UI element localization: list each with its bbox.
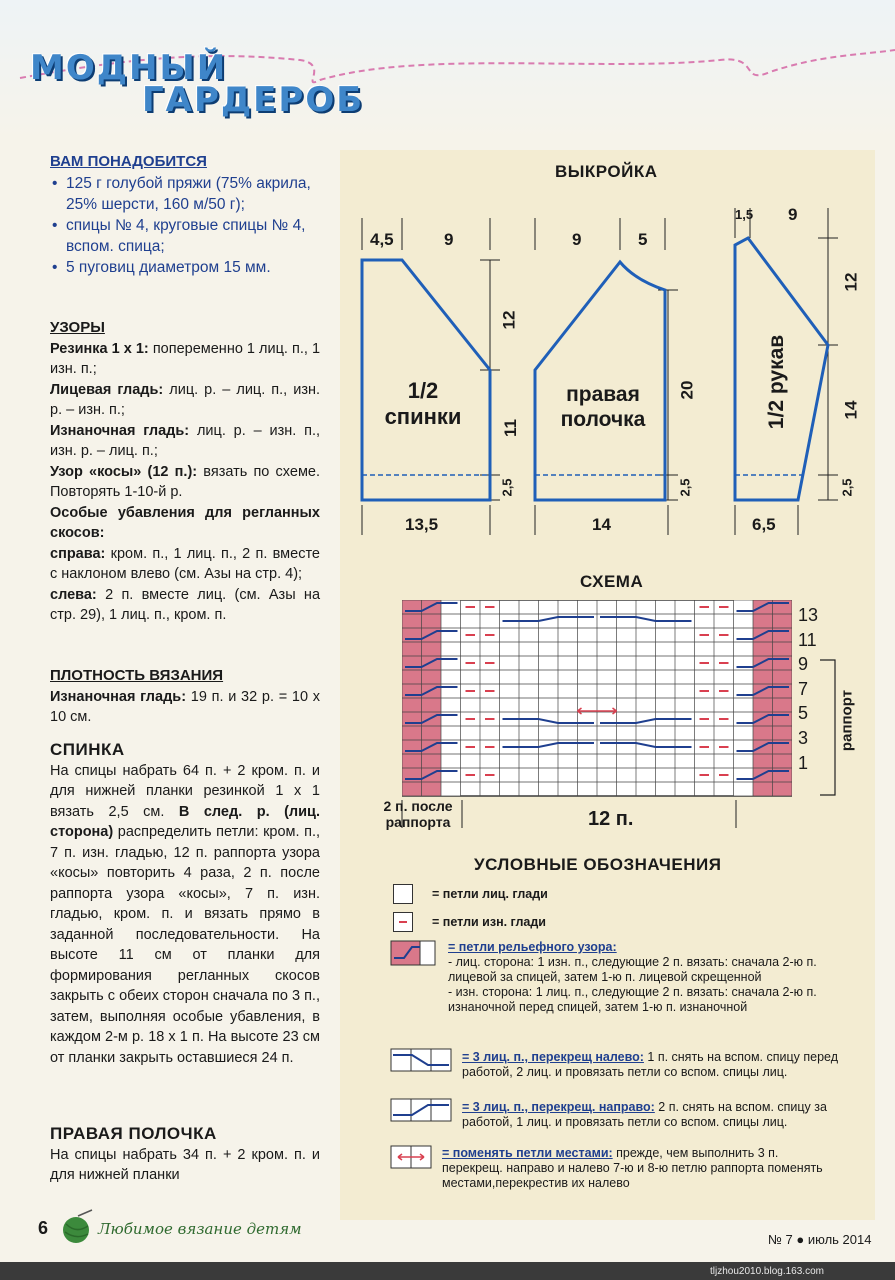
reverse-stockinette-label: Изнаночная гладь: (50, 422, 190, 439)
legend-item-right-cross (462, 1100, 840, 1130)
after-repeat-label-2: раппорта (385, 814, 451, 830)
front-top-right-dim: 5 (638, 230, 648, 249)
legend-item-knit (432, 887, 832, 902)
chart-width-label: 12 п. (588, 808, 634, 830)
gauge-title: ПЛОТНОСТЬ ВЯЗАНИЯ (50, 667, 224, 684)
yarn-ball-icon (58, 1208, 98, 1248)
left-decrease-label: слева: (50, 586, 97, 603)
legend-swap-text: прежде, чем выполнить 3 п. перекрещ. направо и налево 7-ю и 8-ю петлю раппорта поменять местами,перекрестив их налево (442, 1146, 823, 1190)
materials-section (50, 152, 320, 278)
legend-knit-swatch (393, 884, 413, 904)
legend-left-cross-title: = 3 лиц. п., перекрещ налево: (462, 1050, 644, 1064)
back-text-b: распределить петли: кром. п., 7 п. изн. гладью, 12 п. раппорта узора «косы» повторить 4 раза, 2 п. после раппорта узора «косы», 7 п. изн. гладью, кром. п. и вязать прямо в заданной последовательности. На высоте 11 см от планки для формирования регланных скосов закрыть с обеих сторон сначала по 3 п., затем, выполняя особые убавления, в каждом 2-м р. 18 х 1 п. На высоте 23 см от планки закрыть оставшиеся 24 п. (50, 824, 320, 1066)
legend-item-left-cross (462, 1050, 840, 1080)
legend-item-swap (442, 1146, 840, 1191)
front-hem-dim: 2,5 (677, 478, 693, 497)
rib-text: попеременно 1 лиц. п., 1 изн. п.; (50, 340, 321, 377)
right-decrease-text: кром. п., 1 лиц. п., 2 п. вместе с наклоном влево (см. Азы на стр. 4); (50, 545, 320, 582)
back-upper-height-dim: 12 (499, 310, 519, 330)
legend-purl-title: = петли изн. глади (432, 915, 546, 929)
legend-right-cross-title: = 3 лиц. п., перекрещ. направо: (462, 1100, 655, 1114)
back-title: СПИНКА (50, 740, 125, 759)
legend-relief-title: = петли рельефного узора: (448, 940, 617, 954)
sleeve-piece-label: 1/2 рукав (765, 334, 788, 430)
right-front-section (50, 1124, 320, 1186)
materials-item: • 125 г голубой пряжи (75% акрила, 25% шерсти, 160 м/50 г); (50, 173, 320, 215)
issue-info: № 7 ● июль 2014 (768, 1232, 872, 1247)
page-number: 6 (38, 1218, 49, 1238)
right-front-title: ПРАВАЯ ПОЛОЧКА (50, 1124, 217, 1143)
legend-right-cross-text: 2 п. снять на вспом. спицу за работой, 1 лиц. и провязать петли со вспом. спицы лиц. (462, 1100, 827, 1129)
brand-name: Любимое вязание детям (98, 1220, 302, 1238)
chart-row-number: 7 (798, 678, 809, 699)
front-piece-name-2: полочка (560, 408, 646, 431)
legend-swap-title: = поменять петли местами: (442, 1146, 613, 1160)
sleeve-top-right-dim: 9 (788, 205, 798, 224)
legend-swap-swatch (390, 1145, 432, 1169)
gauge-text: 19 п. и 32 р. = 10 х 10 см. (50, 688, 320, 725)
magazine-section-logo-line1: МОДНЫЙ (30, 48, 228, 88)
materials-title: ВАМ ПОНАДОБИТСЯ (50, 153, 207, 170)
patterns-section (50, 318, 320, 626)
back-text-a: На спицы набрать 64 п. + 2 кром. п. и для нижней планки резинкой 1 х 1 вязать 2,5 см. (50, 762, 320, 820)
reverse-stockinette-text: лиц. р. – изн. п., изн. р. – лиц. п.; (50, 422, 321, 459)
back-section (50, 740, 320, 1068)
stockinette-text: лиц. р. – лиц. п., изн. р. – изн. п.; (50, 381, 321, 418)
materials-item: • 5 пуговиц диаметром 15 мм. (50, 257, 320, 278)
gauge-label: Изнаночная гладь: (50, 688, 187, 705)
front-height-dim: 20 (677, 380, 697, 400)
chart-row-number: 9 (798, 654, 809, 675)
front-piece-label (548, 382, 658, 432)
chart-row-number: 1 (798, 752, 809, 773)
legend-item-purl (432, 915, 832, 930)
chart-row-number: 3 (798, 727, 809, 748)
back-hem-dim: 2,5 (499, 478, 515, 497)
front-piece-name-1: правая (566, 383, 640, 406)
chart-title: СХЕМА (580, 572, 644, 591)
back-lower-height-dim: 11 (500, 419, 520, 437)
legend-relief-text: - лиц. сторона: 1 изн. п., следующие 2 п. вязать: сначала 2-ю п. лицевой за спицей, затем 1-ю п. лицевой скрещенной - изн. сторона: 1 лиц. п., следующие 2 п. вязать: сначала 2-ю п. изнаночной перед спицей, затем 1-ю п. изнаночной (448, 955, 817, 1014)
sleeve-top-left-dim: 1,5 (735, 207, 754, 222)
stockinette-label: Лицевая гладь: (50, 381, 164, 398)
after-repeat-label-1: 2 п. после (383, 798, 453, 814)
right-decrease-label: справа: (50, 545, 106, 562)
gauge-section (50, 666, 320, 728)
back-width-dim: 13,5 (405, 515, 439, 534)
back-piece-name: спинки (384, 404, 462, 429)
back-piece-fraction: 1/2 (407, 378, 439, 403)
left-decrease-text: 2 п. вместе лиц. (см. Азы на стр. 29), 1 лиц. п., кром. п. (50, 586, 321, 623)
back-top-right-dim: 9 (444, 230, 454, 249)
decreases-label: Особые убавления для регланных скосов: (50, 504, 320, 541)
schematic-title: ВЫКРОЙКА (555, 162, 658, 181)
materials-item: • спицы № 4, круговые спицы № 4, вспом. спица; (50, 215, 320, 257)
legend-relief-swatch (390, 940, 436, 966)
legend-left-cross-swatch (390, 1048, 452, 1072)
legend-knit-title: = петли лиц. глади (432, 887, 548, 901)
knitting-chart (402, 600, 792, 800)
sleeve-width-dim: 6,5 (752, 515, 776, 534)
rib-label: Резинка 1 х 1: (50, 340, 149, 357)
front-width-dim: 14 (592, 515, 611, 534)
legend-item-relief (448, 940, 828, 1015)
back-piece-label (378, 378, 468, 430)
back-top-left-dim: 4,5 (370, 230, 394, 249)
sleeve-upper-height-dim: 12 (841, 272, 861, 292)
magazine-section-logo-line2: ГАРДЕРОБ (142, 80, 365, 120)
sleeve-lower-height-dim: 14 (841, 400, 861, 420)
legend-left-cross-text: 1 п. снять на вспом. спицу перед работой, 2 лиц. и провязать петли со вспом. спицы лиц. (462, 1050, 839, 1079)
patterns-title: УЗОРЫ (50, 319, 105, 336)
front-top-left-dim: 9 (572, 230, 582, 249)
legend-title: УСЛОВНЫЕ ОБОЗНАЧЕНИЯ (474, 855, 722, 874)
watermark: tljzhou2010.blog.163.com (710, 1266, 824, 1277)
legend-purl-swatch (393, 912, 413, 932)
right-front-text: На спицы набрать 34 п. + 2 кром. п. и для нижней планки (50, 1146, 320, 1183)
back-text-bold: В след. р. (лиц. сторона) (50, 803, 320, 840)
garment-schematic (350, 190, 870, 550)
after-repeat-label (372, 798, 464, 830)
chart-row-number: 11 (798, 629, 817, 650)
chart-row-number: 5 (798, 703, 809, 724)
legend-right-cross-swatch (390, 1098, 452, 1122)
repeat-label: раппорт (838, 689, 856, 752)
chart-row-number: 13 (798, 605, 819, 625)
cables-text: вязать по схеме. Повторять 1-10-й р. (50, 463, 321, 500)
cables-label: Узор «косы» (12 п.): (50, 463, 198, 480)
sleeve-hem-dim: 2,5 (839, 478, 855, 497)
